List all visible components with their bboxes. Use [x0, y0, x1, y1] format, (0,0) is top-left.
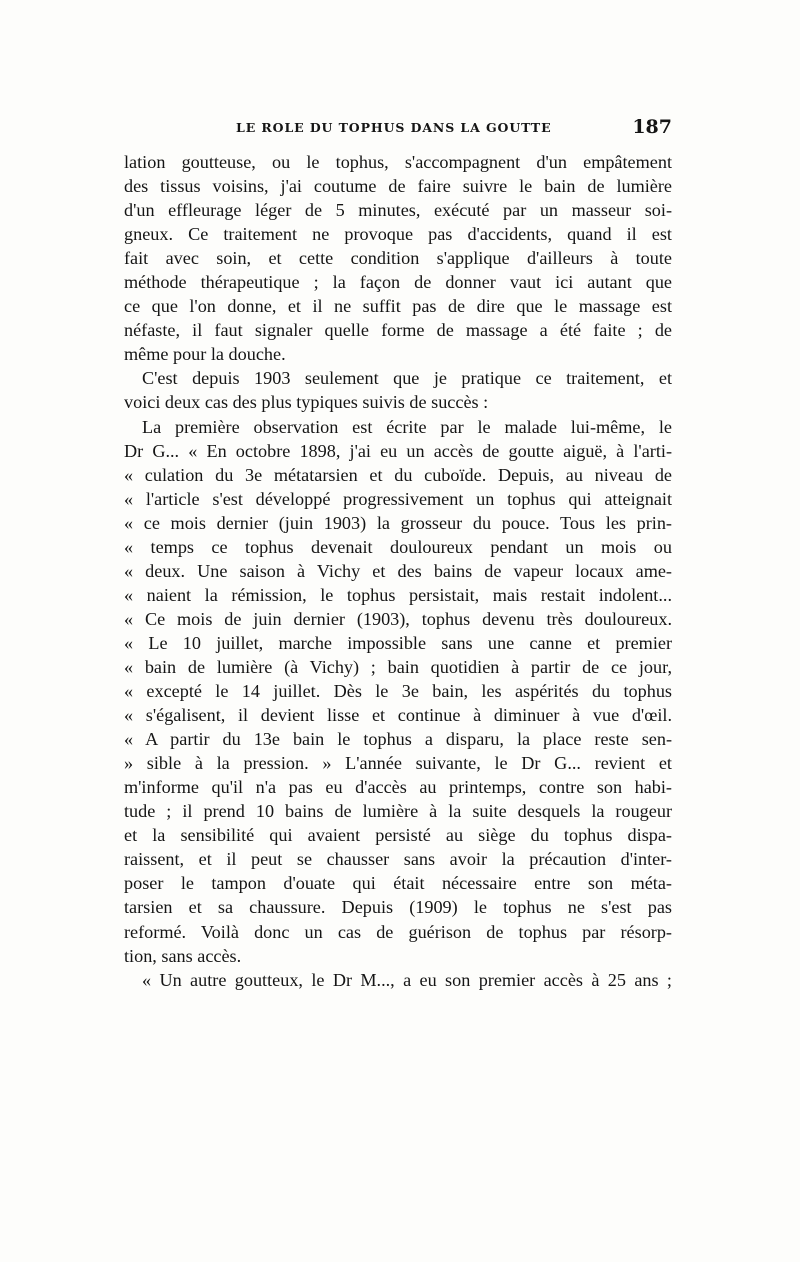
page-header — [128, 116, 676, 142]
text-line: gneux. Ce traitement ne provoque pas d'accidents, quand il est — [124, 224, 672, 245]
running-title: LE ROLE DU TOPHUS DANS LA GOUTTE — [236, 120, 552, 135]
text-line: ce que l'on donne, et il ne suffit pas de dire que le massage est — [124, 296, 672, 317]
text-line: poser le tampon d'ouate qui était nécessaire entre son méta- — [124, 873, 672, 894]
body-text — [124, 150, 672, 992]
text-line: « Le 10 juillet, marche impossible sans une canne et premier — [124, 632, 672, 653]
text-line: reformé. Voilà donc un cas de guérison de tophus par résorp- — [124, 921, 672, 942]
page-number: 187 — [632, 116, 672, 138]
text-line: m'informe qu'il n'a pas eu d'accès au printemps, contre son habi- — [124, 777, 672, 798]
text-line: fait avec soin, et cette condition s'applique d'ailleurs à toute — [124, 248, 672, 269]
text-line: tarsien et sa chaussure. Depuis (1909) le tophus ne s'est pas — [124, 897, 672, 918]
text-line: d'un effleurage léger de 5 minutes, exécuté par un masseur soi- — [124, 200, 672, 221]
text-line: tion, sans accès. — [124, 945, 242, 966]
text-line: même pour la douche. — [124, 344, 286, 365]
text-line: « s'égalisent, il devient lisse et continue à diminuer à vue d'œil. — [124, 705, 672, 726]
text-line: néfaste, il faut signaler quelle forme de massage a été faite ; de — [124, 320, 672, 341]
text-line: Dr G... « En octobre 1898, j'ai eu un accès de goutte aiguë, à l'arti- — [124, 440, 672, 461]
text-line: » sible à la pression. » L'année suivante, le Dr G... revient et — [124, 753, 672, 774]
text-line: tude ; il prend 10 bains de lumière à la suite desquels la rougeur — [124, 801, 672, 822]
text-line: « Ce mois de juin dernier (1903), tophus devenu très douloureux. — [124, 608, 672, 629]
text-line: « A partir du 13e bain le tophus a disparu, la place reste sen- — [124, 729, 672, 750]
text-line: des tissus voisins, j'ai coutume de faire suivre le bain de lumière — [124, 176, 672, 197]
text-line: « temps ce tophus devenait douloureux pendant un mois ou — [124, 536, 672, 557]
text-line: « deux. Une saison à Vichy et des bains de vapeur locaux ame- — [124, 560, 672, 581]
text-line: voici deux cas des plus typiques suivis de succès : — [124, 392, 489, 413]
text-line: « Un autre goutteux, le Dr M..., a eu son premier accès à 25 ans ; — [142, 969, 672, 990]
text-line: « naient la rémission, le tophus persistait, mais restait indolent... — [124, 584, 672, 605]
text-line: « excepté le 14 juillet. Dès le 3e bain, les aspérités du tophus — [124, 681, 672, 702]
text-line: « ce mois dernier (juin 1903) la grosseur du pouce. Tous les prin- — [124, 512, 672, 533]
text-line: « culation du 3e métatarsien et du cuboïde. Depuis, au niveau de — [124, 464, 672, 485]
text-line: méthode thérapeutique ; la façon de donner vaut ici autant que — [124, 272, 672, 293]
text-line: « l'article s'est développé progressivement un tophus qui atteignait — [124, 488, 672, 509]
text-line: C'est depuis 1903 seulement que je pratique ce traitement, et — [142, 368, 672, 389]
text-line: lation goutteuse, ou le tophus, s'accompagnent d'un empâtement — [124, 152, 672, 172]
text-line: « bain de lumière (à Vichy) ; bain quotidien à partir de ce jour, — [124, 656, 672, 677]
text-line: et la sensibilité qui avaient persisté au siège du tophus dispa- — [124, 825, 672, 846]
text-line: raissent, et il peut se chausser sans avoir la précaution d'inter- — [124, 849, 672, 870]
text-line: La première observation est écrite par le malade lui-même, le — [142, 416, 672, 437]
